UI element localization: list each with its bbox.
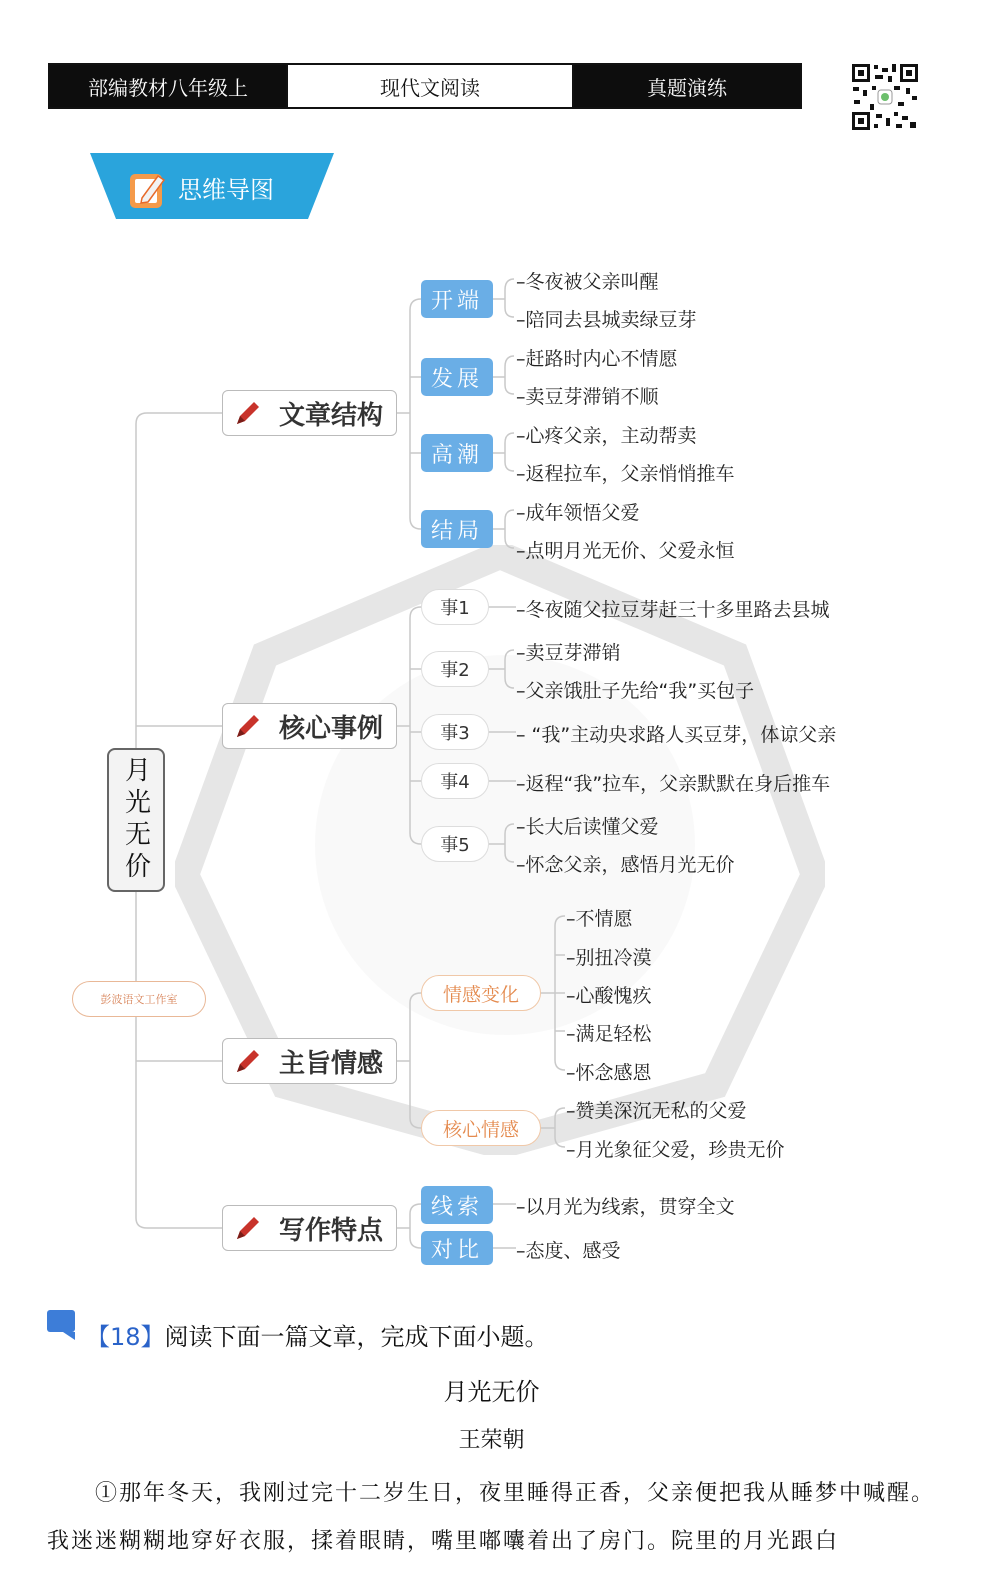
leaf-text: –冬夜被父亲叫醒 [516,271,659,293]
mindmap-root [107,748,165,892]
leaf-text: –父亲饿肚子先给“我”买包子 [516,680,755,702]
header-practice: 真题演练 [574,65,800,107]
pencil-icon [233,1213,273,1243]
category-writing [222,1205,397,1251]
leaf-text: –心疼父亲，主动帮卖 [516,425,697,447]
event-5: 事5 [421,826,489,862]
leaf-text: –满足轻松 [566,1023,652,1045]
leaf-text: –怀念父亲，感悟月光无价 [516,854,735,876]
leaf-text: –点明月光无价、父爱永恒 [516,540,735,562]
category-events [222,703,397,749]
category-events-label: 核心事例 [279,713,384,744]
leaf-text: –返程拉车，父亲悄悄推车 [516,463,735,485]
root-title: 月光无价 [120,756,151,884]
leaf-text: –心酸愧疚 [566,985,652,1007]
pencil-icon [233,711,273,741]
question-line [86,1317,549,1352]
leaf-text: –长大后读懂父爱 [516,816,659,838]
question-number: 【18】 [86,1323,165,1351]
category-writing-label: 写作特点 [279,1215,384,1246]
category-structure-label: 文章结构 [279,400,384,431]
stage-development: 发展 [421,358,493,396]
article-title: 月光无价 [443,1378,540,1406]
leaf-text: –卖豆芽滞销 [516,642,621,664]
studio-stamp: 彭波语文工作室 [72,981,206,1017]
question-prompt: 阅读下面一篇文章，完成下面小题。 [164,1323,549,1351]
leaf-text: –不情愿 [566,908,633,930]
category-emotion-label: 主旨情感 [279,1048,384,1079]
emotion-core: 核心情感 [421,1110,541,1146]
stage-opening: 开端 [421,280,493,318]
event-3: 事3 [421,714,489,750]
pencil-icon [233,398,273,428]
leaf-text: –以月光为线索，贯穿全文 [516,1196,735,1218]
leaf-text: –赶路时内心不情愿 [516,348,678,370]
pencil-icon [233,1046,273,1076]
leaf-text: –态度、感受 [516,1240,621,1262]
emotion-change: 情感变化 [421,975,541,1011]
event-1: 事1 [421,589,489,625]
header-grade: 部编教材八年级上 [50,65,286,107]
leaf-text: – “我”主动央求路人买豆芽，体谅父亲 [516,724,837,746]
event-4: 事4 [421,763,489,799]
stage-ending: 结局 [421,510,493,548]
leaf-text: –陪同去县城卖绿豆芽 [516,309,697,331]
leaf-text: –怀念感恩 [566,1062,652,1084]
leaf-text: –赞美深沉无私的父爱 [566,1100,747,1122]
stage-climax: 高潮 [421,434,493,472]
category-emotion [222,1038,397,1084]
writing-contrast: 对比 [421,1231,493,1265]
leaf-text: –卖豆芽滞销不顺 [516,386,659,408]
leaf-text: –月光象征父爱，珍贵无价 [566,1139,785,1161]
leaf-text: –别扭冷漠 [566,947,652,969]
writing-clue: 线索 [421,1186,493,1224]
banner-title: 思维导图 [178,176,274,204]
article-author: 王荣朝 [458,1428,525,1453]
leaf-text: –冬夜随父拉豆芽赶三十多里路去县城 [516,599,830,621]
event-2: 事2 [421,651,489,687]
category-structure [222,390,397,436]
leaf-text: –成年领悟父爱 [516,502,640,524]
article-paragraph: ①那年冬天，我刚过完十二岁生日，夜里睡得正香，父亲便把我从睡梦中喊醒。我迷迷糊糊地穿好衣服，揉着眼睛，嘴里嘟囔着出了房门。院里的月光跟白 [47,1481,936,1554]
header-section: 现代文阅读 [286,65,574,107]
question-icon [47,1310,79,1340]
leaf-text: –返程“我”拉车，父亲默默在身后推车 [516,773,831,795]
